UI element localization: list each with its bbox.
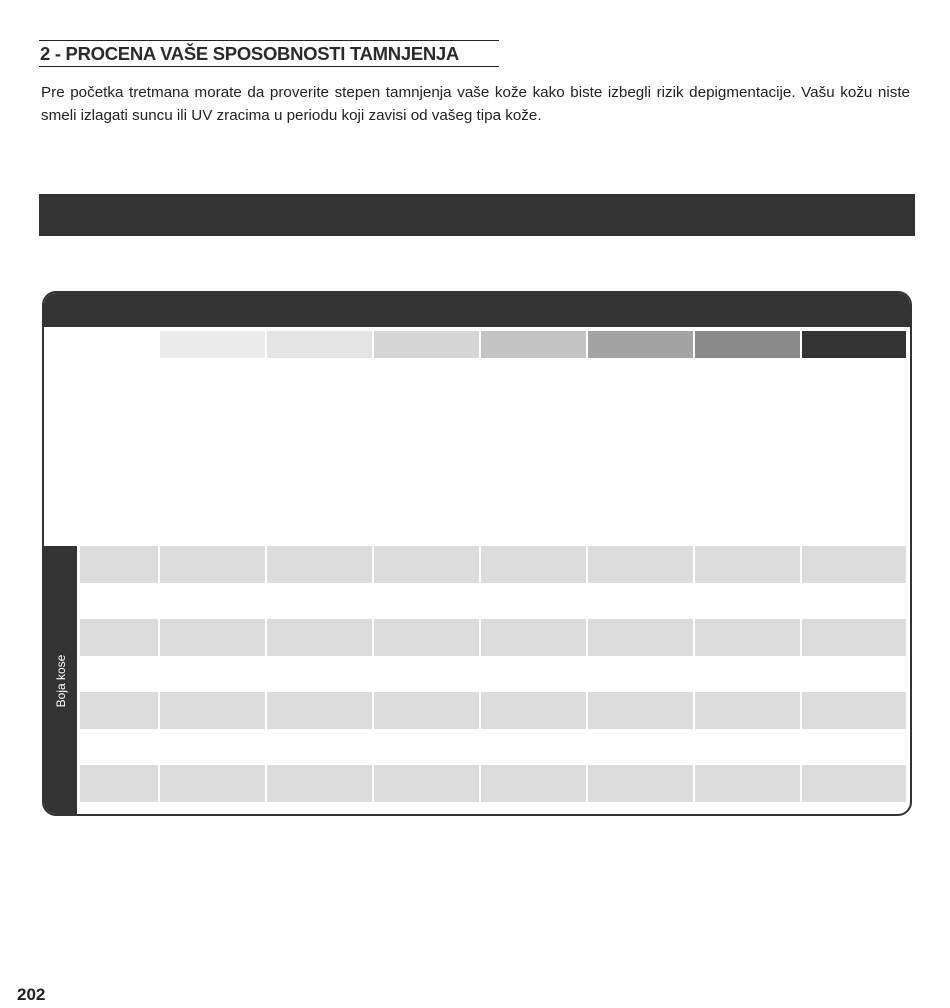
table-cell [374,619,479,656]
table-cell [267,765,372,802]
table-cell [374,765,479,802]
table-cell [160,619,265,656]
table-cell [802,546,906,583]
table-cell [802,692,906,729]
table-cell [374,546,479,583]
table-cell [588,765,693,802]
table-header-bar [44,293,910,327]
table-cell [695,546,800,583]
table-cell [588,619,693,656]
page-number: 202 [17,985,46,1004]
table-cell [160,765,265,802]
skin-tone-swatch [695,331,800,358]
skin-tone-swatch [267,331,372,358]
skin-tone-swatch [374,331,479,358]
table-cell [588,546,693,583]
hair-color-label: Boja kose [53,654,68,708]
skin-tone-swatch [588,331,693,358]
table-cell [695,619,800,656]
skin-tone-swatch [160,331,265,358]
intro-paragraph: Pre početka tretmana morate da proverite stepen tamnjenja vaše kože kako biste izbegli rizik depigmentacije. Vašu kožu niste smeli izlagati suncu ili UV zracima u periodu koji zavisi od vašeg tipa kože. [41,84,910,124]
table-cell [80,619,158,656]
table-cell [267,692,372,729]
table-cell [481,619,586,656]
table-cell [802,765,906,802]
table-cell [160,692,265,729]
table-cell [481,765,586,802]
skin-tone-swatch [481,331,586,358]
table-cell [695,765,800,802]
table-cell [588,692,693,729]
table-cell [267,546,372,583]
section-heading-text: 2 - PROCENA VAŠE SPOSOBNOSTI TAMNJENJA [40,43,459,64]
table-cell [80,546,158,583]
table-cell [481,692,586,729]
hair-color-label-bar [44,546,77,816]
table-cell [695,692,800,729]
skin-tone-swatch [802,331,906,358]
table-cell [267,619,372,656]
dark-banner [39,194,915,236]
table-cell [802,619,906,656]
table-cell [80,765,158,802]
table-cell [374,692,479,729]
table-cell [160,546,265,583]
table-cell [481,546,586,583]
section-heading [39,40,499,67]
table-cell [80,692,158,729]
hair-skin-table [42,291,912,816]
